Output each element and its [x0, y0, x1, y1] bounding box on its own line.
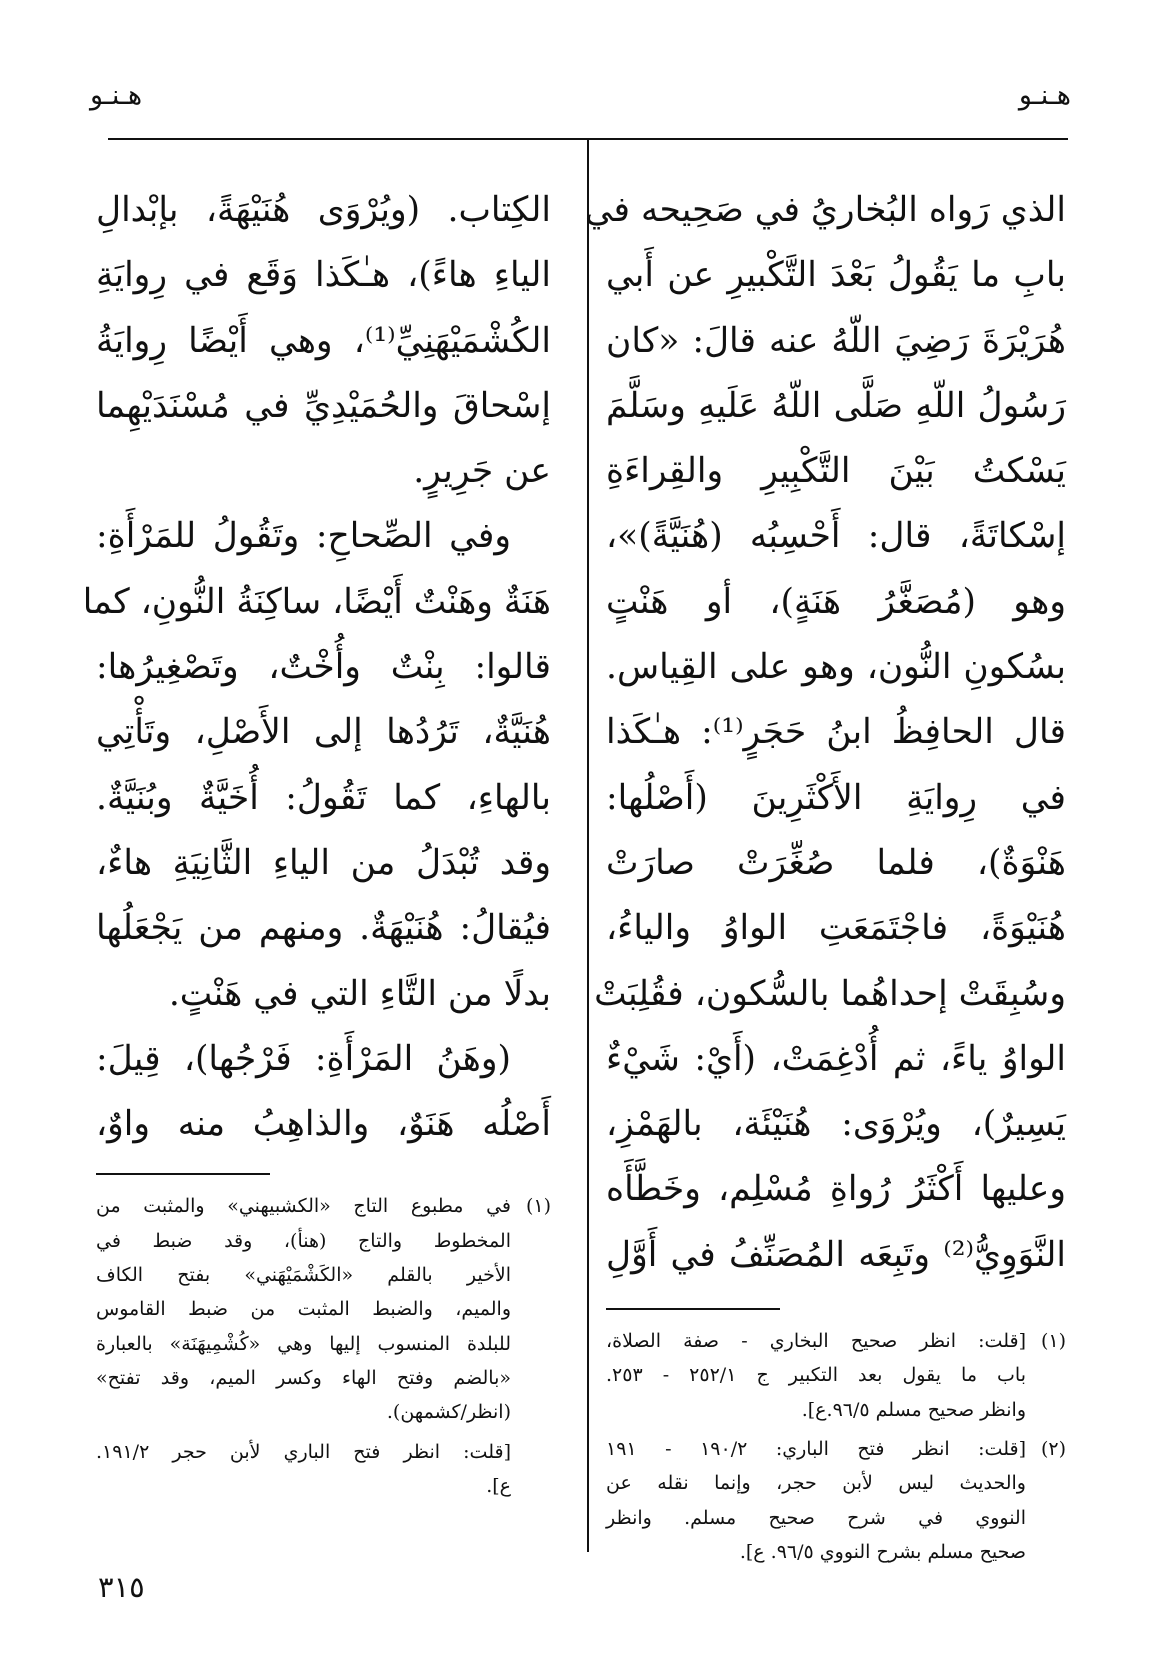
text-line: قال الحافِظُ ابنُ حَجَرٍ⁽¹⁾: هـٰكَذا	[606, 712, 1066, 753]
running-head-right: هـنـو	[1018, 80, 1071, 111]
text-line: (وهَنُ المَرْأَةِ: فَرْجُها)، قِيلَ:	[96, 1038, 511, 1079]
left-column	[82, 178, 551, 1503]
text-line: هَنْوَةٌ)، فلما صُغِّرَتْ صارَتْ	[606, 842, 1066, 883]
text-line: رَسُولُ اللّهِ صَلَّى اللّهُ عَلَيهِ وسَلَّمَ	[606, 385, 1066, 426]
text-line: الواوُ ياءً، ثم أُدْغِمَتْ، (أَيْ: شَيْءٌ	[606, 1038, 1066, 1079]
footnote-number: (١)	[525, 1195, 551, 1218]
text-line: وهو (مُصَغَّرُ هَنَةٍ)، أو هَنْتٍ	[606, 581, 1066, 622]
footnote-rule	[96, 1173, 270, 1175]
footnote-number: (٢)	[1040, 1437, 1067, 1460]
page-number: ٣١٥	[98, 1570, 145, 1604]
text-line: بابِ ما يَقُولُ بَعْدَ التَّكْبيرِ عن أَبي	[606, 255, 1066, 296]
text-line: الكِتاب. (ويُرْوَى هُنَيْهَةً، بإبْدالِ	[96, 190, 551, 230]
footnote-text: والميم، والضبط المثبت من ضبط القاموس	[96, 1298, 511, 1321]
text-line: أَصْلُه هَنَوٌ، والذاهِبُ منه واوٌ،	[96, 1104, 551, 1145]
footnote-1	[96, 1189, 551, 1429]
footnote-note	[96, 1435, 551, 1504]
text-line: هُنَيْوَةً، فاجْتَمَعَتِ الواوُ والياءُ،	[606, 908, 1066, 949]
text-line: الكُشْمَيْهَنِيِّ⁽¹⁾، وهي أَيْضًا رِوايَةُ	[96, 320, 551, 361]
text-line: قالوا: بِنْتٌ وأُخْتٌ، وتَصْغِيرُها:	[96, 647, 551, 688]
running-head-left: هـنـو	[90, 80, 143, 111]
text-line: يَسِيرٌ)، ويُرْوَى: هُنَيْئَة، بالهَمْزِ،	[606, 1104, 1066, 1145]
footnote-text: صحيح مسلم بشرح النووي ٩٦/٥. ع].	[739, 1540, 1026, 1563]
footnote-text: النووي في شرح صحيح مسلم. وانظر	[606, 1506, 1026, 1529]
footnote-text: [قلت: انظر صحيح البخاري - صفة الصلاة،	[606, 1330, 1026, 1353]
column-divider	[587, 140, 589, 1552]
text-line: بدلًا من التَّاءِ التي في هَنْتٍ.	[168, 973, 551, 1014]
footnote-number: (١)	[1040, 1330, 1066, 1353]
text-line: وسُبِقَتْ إحداهُما بالسُّكون، فقُلِبَتْ	[594, 973, 1066, 1014]
footnote-text: [قلت: انظر فتح الباري: ١٩٠/٢ - ١٩١	[606, 1437, 1027, 1460]
text-line: وعليها أَكْثَرُ رُواةِ مُسْلِم، وخَطَّأَه	[606, 1169, 1066, 1210]
footnote-text: [قلت: انظر فتح الباري لأبن حجر ١٩١/٢.	[96, 1440, 511, 1463]
footnote-text: (انظر/كشمهن).	[386, 1401, 511, 1424]
footnote-text: الأخير بالقلم «الكَشْمَيْهَني» بفتح الكاف	[96, 1264, 511, 1287]
footnote-text: «بالضم وفتح الهاء وكسر الميم، وقد تفتح»	[96, 1366, 511, 1389]
right-column-body	[584, 178, 1066, 1288]
right-column	[584, 178, 1067, 1569]
text-line: في رِوايَةِ الأَكْثَرِينَ (أَصْلُها:	[606, 777, 1066, 818]
text-line: الذي رَواه البُخاريُ في صَحِيحه في	[584, 190, 1066, 230]
text-line: هُنَيَّةٌ، تَرُدُها إلى الأَصْلِ، وتَأْتِي	[96, 712, 551, 753]
text-line: يَسْكتُ بَيْنَ التَّكْبِيرِ والقِراءَةِ	[606, 451, 1066, 492]
text-line: عن جَرِيرٍ.	[413, 451, 551, 492]
footnote-text: المخطوط والتاج (هنأ)، وقد ضبط في	[96, 1229, 511, 1252]
text-line: إسْحاقَ والحُمَيْدِيِّ في مُسْنَدَيْهِما	[96, 385, 551, 426]
footnote-rule	[606, 1308, 780, 1310]
text-line: وقد تُبْدَلُ من الياءِ الثَّانِيَةِ هاءٌ،	[96, 842, 551, 883]
footnote-2	[606, 1432, 1066, 1569]
footnote-text: للبلدة المنسوب إليها وهي «كُشْمِيهَنَة» بالعبارة	[96, 1332, 511, 1355]
text-line: هَنَةٌ وهَنْتٌ أَيْضًا، ساكِنَةُ النُّونِ، كما	[82, 581, 551, 622]
footnote-text: ع].	[486, 1474, 511, 1497]
text-line: هُرَيْرَةَ رَضِيَ اللّهُ عنه قالَ: «كان	[606, 320, 1066, 361]
footnote-1	[606, 1324, 1066, 1427]
left-column-body	[82, 178, 551, 1157]
text-line: بالهاءِ، كما تَقُولُ: أُخَيَّةٌ وبُنَيَّةٌ.	[96, 777, 551, 818]
text-line: الياءِ هاءً)، هـٰكَذا وَقَع في رِوايَةِ	[96, 255, 551, 296]
text-line: فيُقالُ: هُنَيْهَةٌ. ومنهم من يَجْعَلُها	[96, 908, 551, 949]
footnote-text: في مطبوع التاج «الكشبيهني» والمثبت من	[96, 1195, 511, 1218]
text-line: النَّوَوِيُّ⁽²⁾ وتَبِعَه المُصَنِّفُ في أَوَّلِ	[606, 1234, 1066, 1275]
footnote-text: وانظر صحيح مسلم ٩٦/٥.ع].	[801, 1398, 1026, 1421]
text-line: إسْكاتَةً، قال: أَحْسِبُه (هُنَيَّةً)»،	[606, 516, 1066, 557]
footnote-text: والحديث ليس لأبن حجر، وإنما نقله عن	[606, 1472, 1026, 1495]
text-line: وفي الصِّحاحِ: وتَقُولُ للمَرْأَةِ:	[96, 516, 511, 557]
text-line: بسُكونِ النُّون، وهو على القِياس.	[606, 647, 1066, 688]
footnote-text: باب ما يقول بعد التكبير ج ٢٥٢/١ - ٢٥٣.	[606, 1364, 1027, 1387]
